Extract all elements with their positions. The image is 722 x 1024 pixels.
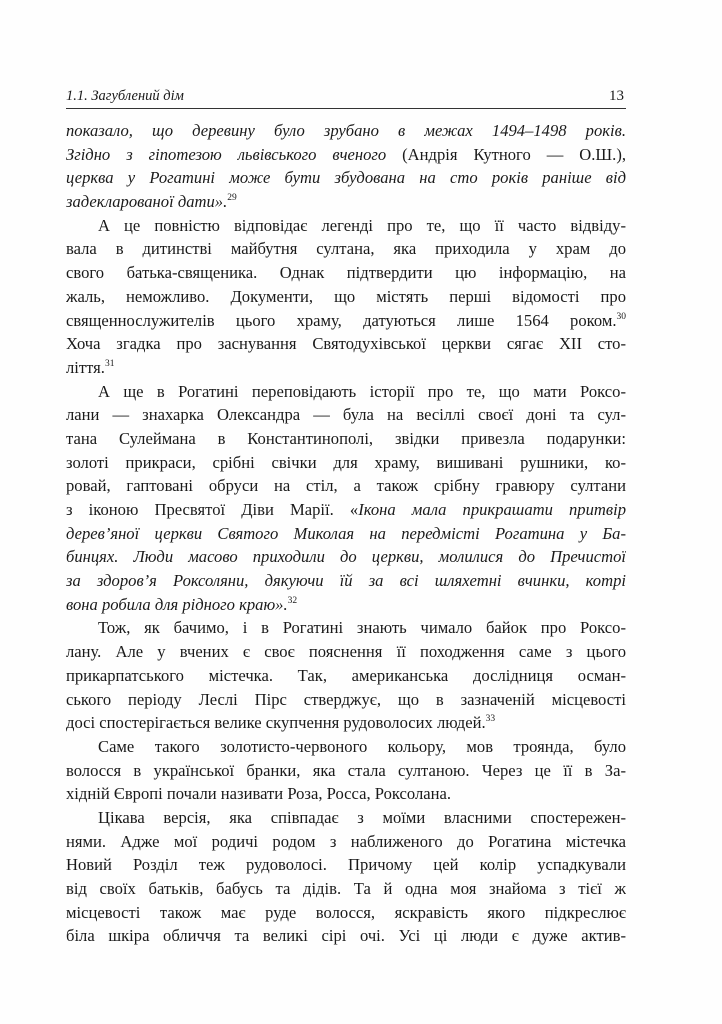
text-run: ровай, гаптовані обруси на стіл, а також срібну гравюру султани bbox=[66, 476, 626, 496]
text-line bbox=[66, 924, 626, 948]
italic-text-run: задекларованої дати». bbox=[66, 192, 228, 212]
text-run: священнослужителів цього храму, датуються лише 1564 роком. bbox=[66, 310, 617, 330]
text-line bbox=[66, 735, 626, 759]
text-run: золоті прикраси, срібні свічки для храму, вишивані рушники, ко- bbox=[66, 452, 626, 472]
text-run: нями. Адже мої родичі родом з наближеного до Рогатина містечка bbox=[66, 831, 626, 851]
text-line bbox=[66, 782, 626, 806]
text-line bbox=[66, 451, 626, 475]
text-line bbox=[66, 403, 626, 427]
text-line bbox=[66, 285, 626, 309]
text-run: Новий Розділ теж рудоволосі. Причому цей колір успадкували bbox=[66, 855, 626, 875]
text-run: тана Сулеймана в Константинополі, звідки привезла подарунки: bbox=[66, 428, 626, 448]
text-line bbox=[66, 569, 626, 593]
footnote-reference: 29 bbox=[227, 193, 237, 204]
text-line bbox=[66, 427, 626, 451]
text-line bbox=[66, 830, 626, 854]
body-text bbox=[66, 119, 626, 948]
text-run: вала в дитинстві майбутня султана, яка приходила у храм до bbox=[66, 239, 626, 259]
text-line bbox=[66, 261, 626, 285]
text-line bbox=[66, 190, 626, 214]
text-line bbox=[66, 877, 626, 901]
text-run: Цікава версія, яка співпадає з моїми власними спостережен- bbox=[98, 807, 626, 827]
italic-text-run: за здоров’я Роксоляни, дякуючи їй за всі шляхетні вчинки, котрі bbox=[66, 571, 626, 591]
text-run: жаль, неможливо. Документи, що містять перші відомості про bbox=[66, 286, 626, 306]
text-run: лани — знахарка Олександра — була на весіллі своєї доні та сул- bbox=[66, 405, 626, 425]
text-run: А це повністю відповідає легенді про те, що її часто відвіду- bbox=[98, 215, 626, 235]
text-line bbox=[66, 901, 626, 925]
italic-text-run: показало, що деревину було зрубано в межах 1494–1498 років. bbox=[66, 121, 626, 140]
footnote-reference: 30 bbox=[616, 311, 626, 322]
text-line bbox=[66, 214, 626, 238]
running-head bbox=[66, 86, 626, 109]
text-line bbox=[66, 356, 626, 380]
text-line bbox=[66, 166, 626, 190]
footnote-reference: 33 bbox=[485, 714, 496, 725]
text-run: від своїх батьків, бабусь та дідів. Та й одна моя знайома з тієї ж bbox=[66, 879, 626, 898]
text-line bbox=[66, 593, 626, 617]
text-run: біла шкіра обличчя та великі сірі очі. Усі ці люди є дуже актив- bbox=[66, 926, 626, 946]
text-line bbox=[66, 119, 626, 143]
text-run: Хоча згадка про заснування Святодухівської церкви сягає XII сто- bbox=[66, 334, 626, 354]
text-run: А ще в Рогатині переповідають історії про те, що мати Роксо- bbox=[98, 381, 626, 401]
text-run: волосся в української бранки, яка стала султаною. Через це її в За- bbox=[66, 760, 626, 780]
text-line bbox=[66, 640, 626, 664]
text-line bbox=[66, 688, 626, 712]
text-line bbox=[66, 309, 626, 333]
text-run: лану. Але у вчених є своє пояснення її походження саме з цього bbox=[66, 642, 626, 662]
text-run: хідній Європі почали називати Роза, Росса, Роксолана. bbox=[66, 784, 452, 804]
italic-text-run: Згідно з гіпотезою львівського вченого bbox=[66, 144, 387, 164]
text-line bbox=[66, 853, 626, 877]
text-run: Саме такого золотисто-червоного кольору, мов троянда, було bbox=[98, 736, 626, 756]
text-line bbox=[66, 498, 626, 522]
text-line bbox=[66, 237, 626, 261]
text-run: свого батька-священика. Однак підтвердити цю інформацію, на bbox=[66, 263, 626, 283]
text-line bbox=[66, 616, 626, 640]
text-line bbox=[66, 143, 626, 167]
section-title: 1.1. Загублений дім bbox=[66, 88, 184, 104]
page-number: 13 bbox=[609, 88, 624, 104]
text-line bbox=[66, 759, 626, 783]
text-run: прикарпатського містечка. Так, американська дослідниця осман- bbox=[66, 665, 626, 685]
text-run: з іконою Пресвятої Діви Марії. « bbox=[66, 500, 359, 519]
text-line bbox=[66, 332, 626, 356]
text-line bbox=[66, 474, 626, 498]
text-run: Тож, як бачимо, і в Рогатині знають чимало байок про Роксо- bbox=[98, 618, 626, 638]
text-line bbox=[66, 380, 626, 404]
italic-text-run: бинцях. Люди масово приходили до церкви, молилися до Пречистої bbox=[66, 547, 626, 567]
text-line bbox=[66, 664, 626, 688]
italic-text-run: дерев’яної церкви Святого Миколая на передмісті Рогатина у Ба- bbox=[66, 523, 626, 543]
text-line bbox=[66, 522, 626, 546]
italic-text-run: Ікона мала прикрашати притвір bbox=[358, 500, 626, 519]
italic-text-run: вона робила для рідного краю». bbox=[66, 594, 288, 614]
italic-text-run: церква у Рогатині може бути збудована на сто років раніше від bbox=[66, 168, 626, 188]
text-run: місцевості також має руде волосся, яскравість якого підкреслює bbox=[66, 902, 626, 922]
text-run: (Андрія Кутного — О.Ш.), bbox=[386, 144, 626, 164]
text-run: ського періоду Леслі Пірс стверджує, що в зазначеній місцевості bbox=[66, 689, 626, 709]
footnote-reference: 32 bbox=[287, 595, 298, 606]
text-line bbox=[66, 711, 626, 735]
text-line bbox=[66, 806, 626, 830]
text-run: досі спостерігається велике скупчення рудоволосих людей. bbox=[66, 713, 486, 733]
footnote-reference: 31 bbox=[104, 358, 115, 369]
text-run: ліття. bbox=[66, 357, 105, 377]
text-line bbox=[66, 545, 626, 569]
